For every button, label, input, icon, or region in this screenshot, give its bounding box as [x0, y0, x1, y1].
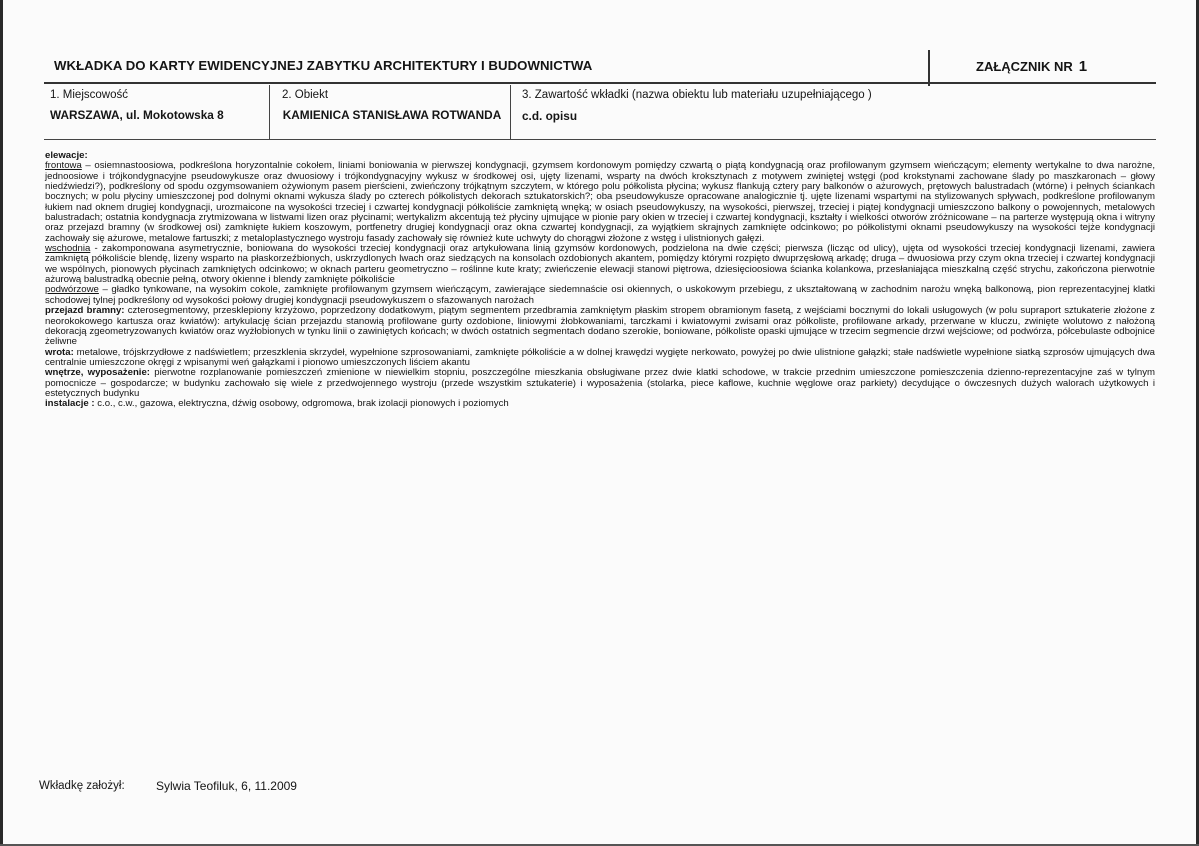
field-divider: [269, 85, 270, 139]
object-value: KAMIENICA STANISŁAWA ROTWANDA: [282, 108, 502, 122]
installations-paragraph: [45, 399, 1155, 409]
yard-facade-label: podwórzowe: [45, 284, 99, 296]
installations-text: c.o., c.w., gazowa, elektryczna, dźwig osobowy, odgromowa, brak izolacji pionowych i poziomych: [94, 398, 509, 410]
gates-paragraph: [45, 348, 1155, 369]
yard-facade-text: – gładko tynkowane, na wysokim cokole, zamknięte profilowanym gzymsem wieńczącym, zawierające siedemnaście osi okiennych, o uskokowym przebiegu, z ukształtowaną w zachodnim narożu wnęką balkonową, pion reprezentacyjnej klatki schodowej tylnej podkreślony od wysokości połowy drugiej kondygnacji pseudowykuszem o sfazowanych narożach: [45, 284, 1155, 306]
east-facade-label: wschodnia: [45, 243, 91, 255]
front-facade-paragraph: [45, 161, 1155, 244]
front-facade-text: – osiemnastoosiowa, podkreślona horyzontalnie cokołem, liniami boniowania w pierwszej kondygnacji, gzymsem kordonowym pomiędzy czwartą o piątą kondygnacją oraz profilowanym gzymsem wieńczącym; elementy wertykalne to dwa narożne, jednoosiowe i trójkondygnacyjne pseudowykusze oraz dwuosiowy i trójkondygnacyjny wykusz w środkowej osi, ujęty lizenami, wsparty na dwóch kroksztynach z motywem zwiniętej wstęgi (pod krokstynami zachowane ślady po maszkaronach – głowy niedźwiedzi?), podkreślony od spodu ozgymsowaniem ożywionym pasem pierścieni, zwieńczony trójkątnym szczytem, w którego polu półkolista płycina; wykusz flankują cztery pary balkonów o ażurowych, prętowych balustradach (wtórne) i pełnych ściankach bocznych; w polu płyciny umieszczonej pod dolnymi oknami wykusza ślady po czterech półkolistych dekorach sztukatorskich?; oba pseudowykusze opracowane analogicznie tj. ujęte lizenami wspartymi na stylizowanych spływach, podkreślone profilowanym łukiem nad oknem drugiej kondygnacji, urozmaicone na wysokości trzeciej i czwartej kondygnacji półkoliście zamkniętą wnęką; w osiach pseudowykuszy, na wysokości, pierwszej, trzeciej i piątej kondygnacji umieszczono balkony o powojennych, metalowych balustradach; ostatnia kondygnacja zrytmizowana w listwami lizen oraz płycinami; wertykalizm akcentują też płyciny ujmujące w pionie pary okien w trzeciej i czwartej kondygnacji, kształty i wielkości otworów zróżnicowane – na parterze występują okna i witryny oraz przejazd bramny (w środkowej osi) zamknięte łukiem koszowym, portfenetry drugiej kondygnacji oraz okna czwartej kondygnacji, za wyjątkiem skrajnych zamknięte odcinkowo; po półkolistymi oknami pseudowykuszy na wysokości tejże kondygnacji zachowały się ażurowe, metalowe fartuszki; z metaloplastycznego wystroju fasady zachowały się również kute uchwyty do chorągwi złożone z wstęg i ulistnionych gałęzi.: [45, 160, 1155, 244]
header-row: [44, 50, 1156, 84]
content-label: 3. Zawartość wkładki (nazwa obiektu lub materiału uzupełniającego ): [522, 89, 872, 101]
footer-author-date: Sylwia Teofiluk, 6, 11.2009: [156, 779, 297, 793]
installations-label: instalacje :: [45, 398, 95, 410]
interior-label: wnętrze, wyposażenie:: [45, 367, 150, 379]
scan-border-left: [0, 0, 3, 846]
annex-label: [976, 58, 1087, 75]
front-facade-label: frontowa: [45, 160, 82, 172]
document-title: WKŁADKA DO KARTY EWIDENCYJNEJ ZABYTKU ARCHITEKTURY I BUDOWNICTWA: [54, 58, 593, 73]
object-label: 2. Obiekt: [282, 89, 329, 101]
field-divider: [510, 85, 511, 139]
content-value: c.d. opisu: [522, 109, 578, 123]
east-facade-text: - zakomponowana asymetrycznie, boniowana do wysokości trzeciej kondygnacji oraz artykułowana linią gzymsów kordonowych, podzielona na dwie części; pierwsza (licząc od ulicy), ujęta od wysokości trzeciej kondygnacji lizenami, zawiera zamkniętą półkoliście blendę, lizeny wsparto na płaskorzeźbionych, uskrzydlonych lwach oraz siedzących na konsolach ozdobionych akantem, pomiędzy którymi rozpięto dwuprzęsłową arkadę; druga – dwuosiowa przy czym okna trzeciej i czwartej kondygnacji we wspólnych, pionowych płycinach zamkniętych odcinkowo; w oknach parteru geometryczno – roślinne kute kraty; zwieńczenie elewacji stanowi piętrowa, dziesięcioosiowa ścianka kolankowa, przesłaniająca mieszkalną część strychu, zakończona pierwotnie ażurową balustradką obecnie pełną, otwory okienne i blendy zamknięte półkoliście: [45, 243, 1155, 286]
gates-text: metalowe, trójskrzydłowe z nadświetlem; przeszklenia skrzydeł, wypełnione szprosowaniami, zamknięte półkoliście a w dolnej krawędzi wygięte nerkowato, powyżej po dwie ulistnione gałązki; stałe nadświetle wypełnione siatką szprosów ujmujących dwa centralnie umieszczone okręgi z wpisanymi weń gałązkami i pionowo umieszczonych liściem akantu: [45, 346, 1155, 368]
gateway-text: czterosegmentowy, przesklepiony krzyżowo, poprzedzony dodatkowym, piątym segmentem przedbramia zamkniętym płaskim stropem obramionym fasetą, z wejściami bocznymi do lokali usługowych (w polu supraport sztukaterie złożone z neorokokowego kartusza oraz kwiatów): artykulację ścian przejazdu stanowią profilowane gurty ozdobione, liniowymi żłobkowaniami, tarczkami i kwiatowymi zwisami oraz półkoliste, profilowane arkady, przerwane w kluczu, zwinięte wolutowo z nałożoną dekoracją zgeometryzowanych kwiatów oraz wyżłobionych w tynku linii o zawiniętych końcach; w dwóch ostatnich segmentach dodano szerokie, boniowane, półkoliste opaski ujmujące w trzecim segmencie drzwi wejściowe; od podwórza, półcebulaste odbojnice żeliwne: [45, 305, 1155, 348]
locality-value: WARSZAWA, ul. Mokotowska 8: [50, 108, 224, 122]
section-heading: elewacje:: [45, 150, 88, 161]
header-divider: [928, 50, 930, 86]
description-body: [45, 151, 1155, 410]
east-facade-paragraph: [45, 244, 1155, 285]
gateway-paragraph: [45, 306, 1155, 347]
gateway-label: przejazd bramny:: [45, 305, 125, 317]
locality-label: 1. Miejscowość: [50, 89, 128, 101]
annex-number: 1: [1078, 58, 1088, 75]
annex-label-text: ZAŁĄCZNIK NR: [976, 59, 1073, 74]
fields-row: [44, 85, 1156, 140]
interior-paragraph: [45, 368, 1155, 399]
interior-text: pierwotne rozplanowanie pomieszczeń zmienione w niewielkim stopniu, poszczególne mieszkania obsługiwane przez dwie klatki schodowe, w trakcie przednim umieszczone pomieszczenia dzienno-reprezentacyjne zaś w tylnym pomocnicze – gospodarcze; w budynku zachowało się wiele z przedwojennego wystroju (przede wszystkim sztukaterie) i wyposażenia (stolarka, piece kaflowe, kuchnie węglowe oraz parkiety) decydujące o ówczesnych dużych walorach użytkowych i estetycznych budynku: [45, 367, 1155, 399]
footer-label: Wkładkę założył:: [39, 780, 125, 792]
yard-facade-paragraph: [45, 285, 1155, 306]
gates-label: wrota:: [45, 346, 74, 358]
